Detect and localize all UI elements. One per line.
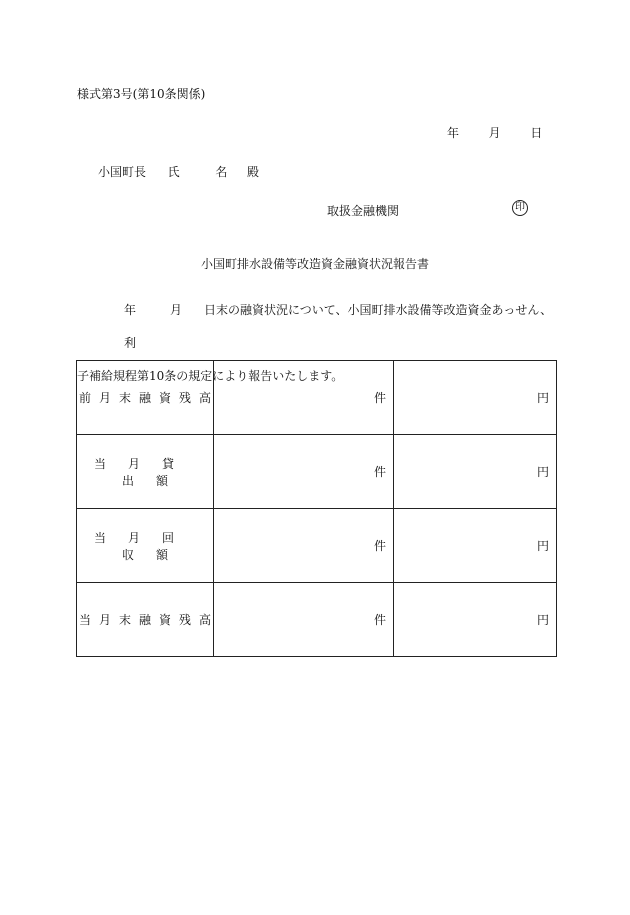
- count-cell[interactable]: [214, 583, 394, 657]
- body-year: 年: [124, 303, 137, 317]
- body-month: 月: [170, 303, 183, 317]
- body-line-1-text: 日末の融資状況について、小国町排水設備等改造資金あっせん、利: [124, 303, 553, 350]
- row-label-char: 末: [118, 391, 131, 405]
- institution-label: 取扱金融機関: [327, 204, 400, 218]
- row-label-char: 資: [159, 391, 172, 405]
- row-label: [77, 509, 214, 583]
- report-table: [76, 360, 557, 657]
- row-label: [77, 435, 214, 509]
- table-row: [77, 361, 557, 435]
- amount-cell[interactable]: [394, 509, 557, 583]
- amount-cell[interactable]: [394, 361, 557, 435]
- amount-unit: 円: [536, 539, 549, 553]
- row-label: [77, 583, 214, 657]
- row-label-char: 当: [93, 530, 106, 545]
- row-label-char: 資: [159, 613, 172, 627]
- row-label: [77, 361, 214, 435]
- row-label-char: 月: [98, 613, 111, 627]
- amount-unit: 円: [536, 465, 549, 479]
- count-unit: 件: [373, 539, 386, 553]
- count-unit: 件: [373, 613, 386, 627]
- date-year: 年: [447, 126, 460, 140]
- row-label-char: 末: [118, 613, 131, 627]
- body-line-1: [77, 294, 557, 360]
- table-row: [77, 583, 557, 657]
- body-line-2: 子補給規程第10条の規定により報告いたします。: [77, 369, 344, 383]
- row-label-char: 残: [179, 613, 192, 627]
- document-title: 小国町排水設備等改造資金融資状況報告書: [200, 257, 429, 271]
- amount-unit: 円: [536, 391, 549, 405]
- seal-mark: 印: [512, 200, 528, 216]
- table-row: [77, 509, 557, 583]
- row-label-char: 月: [127, 456, 140, 471]
- row-label-char: 出: [121, 473, 134, 488]
- row-label-char: 前: [78, 391, 91, 405]
- row-label-char: 月: [127, 530, 140, 545]
- row-label-char: 当: [78, 613, 91, 627]
- row-label-char: 融: [138, 391, 151, 405]
- row-label-char: 額: [156, 473, 169, 488]
- row-label-char: 貸: [162, 456, 175, 471]
- row-label-char: 融: [138, 613, 151, 627]
- addressee-name-part2: 名: [215, 165, 228, 179]
- row-label-char: 回: [162, 530, 175, 545]
- row-label-char: 高: [199, 613, 212, 627]
- row-label-char: 当: [93, 456, 106, 471]
- amount-cell[interactable]: [394, 435, 557, 509]
- date-month: 月: [488, 126, 501, 140]
- table-row: [77, 435, 557, 509]
- date-day: 日: [530, 126, 543, 140]
- row-label-char: 高: [199, 391, 212, 405]
- count-unit: 件: [373, 465, 386, 479]
- row-label-char: 月: [98, 391, 111, 405]
- form-number: 様式第3号(第10条関係): [77, 87, 206, 101]
- addressee-title: 小国町長: [98, 165, 147, 179]
- addressee: [98, 163, 259, 180]
- row-label-char: 額: [156, 547, 169, 562]
- row-label-char: 残: [179, 391, 192, 405]
- count-unit: 件: [373, 391, 386, 405]
- amount-unit: 円: [536, 613, 549, 627]
- count-cell[interactable]: [214, 509, 394, 583]
- count-cell[interactable]: [214, 361, 394, 435]
- count-cell[interactable]: [214, 435, 394, 509]
- addressee-honorific: 殿: [247, 165, 260, 179]
- date-line: [447, 124, 542, 141]
- row-label-char: 収: [121, 547, 134, 562]
- addressee-name-part1: 氏: [167, 165, 180, 179]
- amount-cell[interactable]: [394, 583, 557, 657]
